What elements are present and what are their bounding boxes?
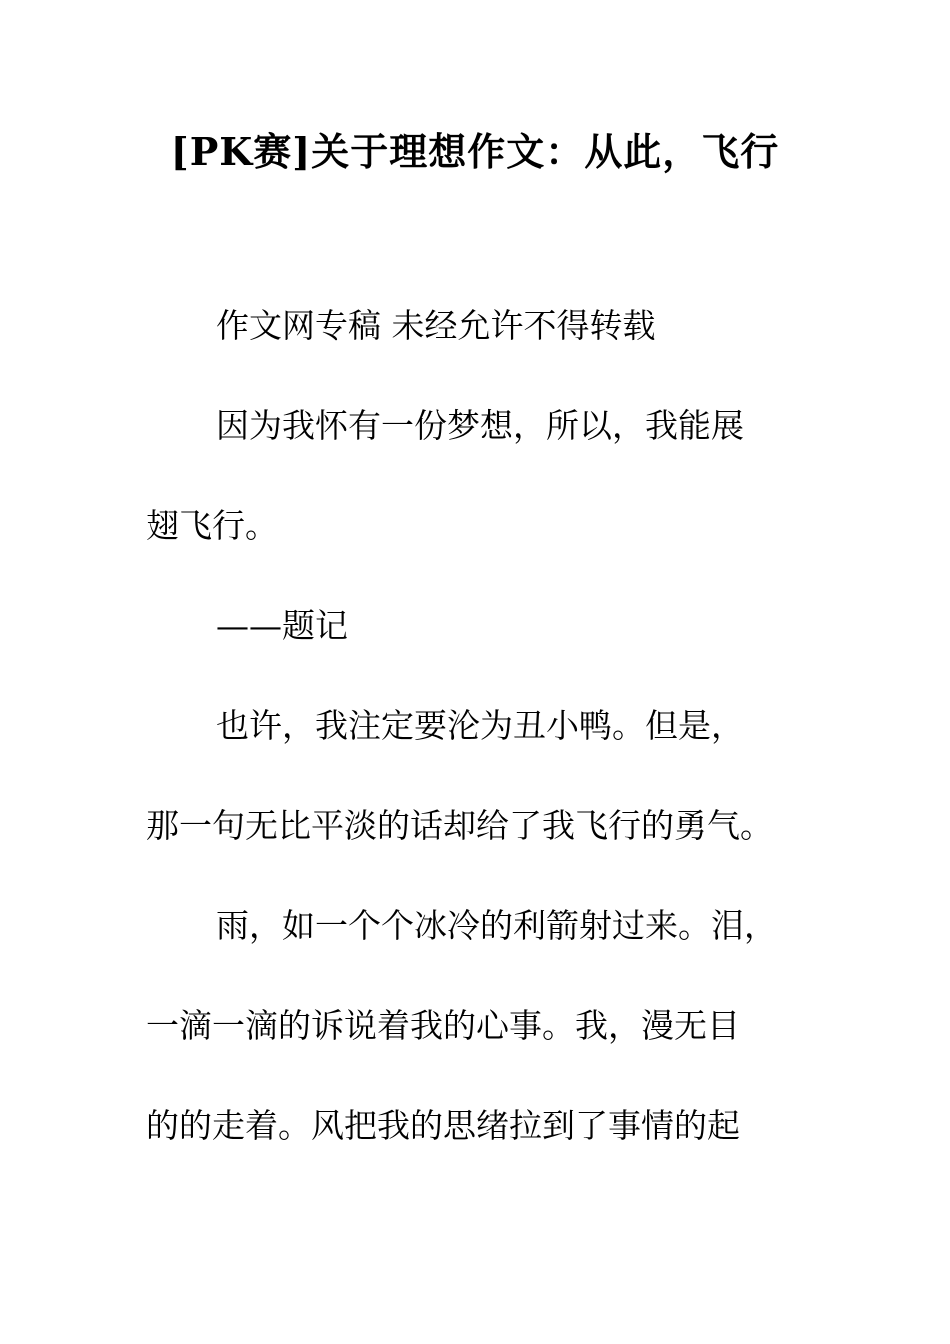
epigraph-line: 翅飞行。 xyxy=(146,506,278,545)
epigraph-line: 因为我怀有一份梦想，所以，我能展 xyxy=(216,406,744,445)
paragraph-line: 一滴一滴的诉说着我的心事。我，漫无目 xyxy=(146,1006,740,1045)
paragraph-line: 也许，我注定要沦为丑小鸭。但是， xyxy=(216,706,744,745)
paragraph-line: 的的走着。风把我的思绪拉到了事情的起 xyxy=(146,1106,740,1145)
paragraph-line: 那一句无比平淡的话却给了我飞行的勇气。 xyxy=(146,806,773,845)
copyright-notice: 作文网专稿 未经允许不得转载 xyxy=(216,306,656,345)
epigraph-attribution: ——题记 xyxy=(216,606,348,645)
paragraph-line: 雨，如一个个冰冷的利箭射过来。泪， xyxy=(216,906,777,945)
document-title: [PK赛]关于理想作文：从此，飞行 xyxy=(170,129,780,174)
